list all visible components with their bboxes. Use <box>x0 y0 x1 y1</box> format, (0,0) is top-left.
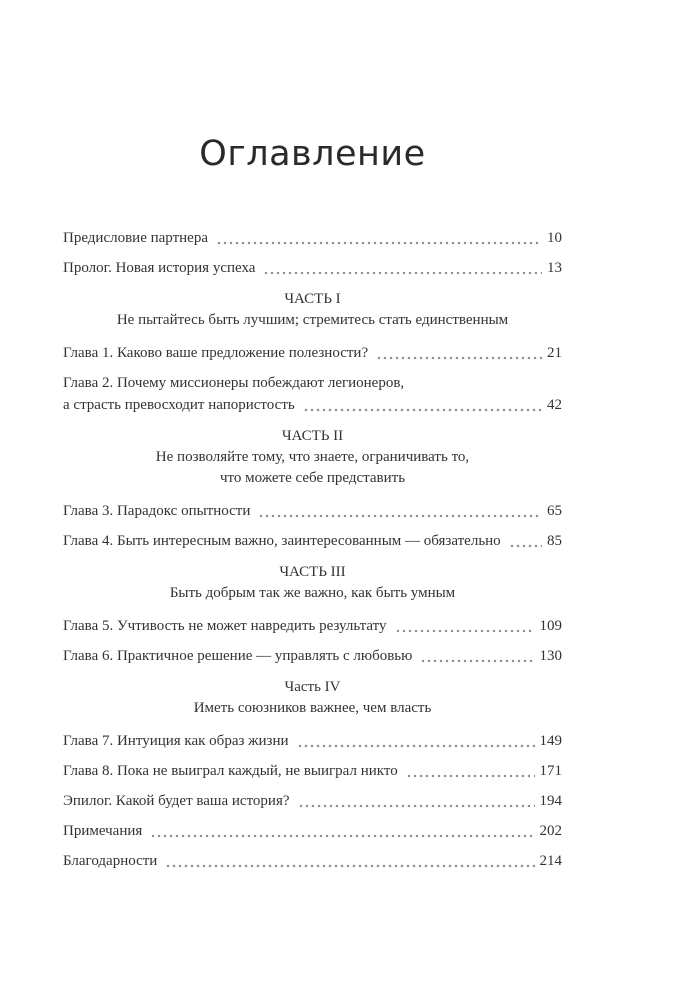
entry-label: Глава 8. Пока не выиграл каждый, не выиграл никто <box>63 763 398 779</box>
entry-page-number: 130 <box>539 648 562 664</box>
entry-label: Примечания <box>63 823 143 839</box>
entry-page-number: 85 <box>547 533 562 549</box>
toc-entry-line <box>63 230 562 247</box>
dot-leader <box>376 345 542 362</box>
toc-entry-line <box>63 763 562 780</box>
toc-part <box>63 290 562 331</box>
dot-leader <box>216 230 542 247</box>
dot-leader <box>297 733 535 750</box>
entry-label: а страсть превосходит напористость <box>63 397 295 413</box>
toc-part <box>63 427 562 489</box>
dot-leader <box>420 648 534 665</box>
entry-page-number: 214 <box>539 853 562 869</box>
entry-label: Благодарности <box>63 853 158 869</box>
toc-entry <box>63 823 562 840</box>
toc-entry <box>63 853 562 870</box>
entry-label: Глава 2. Почему миссионеры побеждают легионеров, <box>63 375 405 391</box>
toc-entry-line <box>63 793 562 810</box>
toc-entry-line <box>63 397 562 414</box>
dot-leader <box>298 793 535 810</box>
entry-label: Глава 3. Парадокс опытности <box>63 503 251 519</box>
toc-entry-line <box>63 618 562 635</box>
toc-entry-line <box>63 375 562 392</box>
part-heading: ЧАСТЬ I <box>284 291 341 307</box>
part-heading: ЧАСТЬ II <box>281 428 344 444</box>
toc-entry-line <box>63 503 562 520</box>
entry-label: Глава 1. Каково ваше предложение полезности? <box>63 345 369 361</box>
dot-leader <box>165 853 534 870</box>
part-heading: Часть IV <box>284 679 341 695</box>
toc-entry <box>63 260 562 277</box>
entry-page-number: 21 <box>547 345 562 361</box>
dot-leader <box>395 618 535 635</box>
toc-entry-line <box>63 823 562 840</box>
entry-page-number: 194 <box>539 793 562 809</box>
toc-entry <box>63 503 562 520</box>
toc-entry <box>63 733 562 750</box>
part-subtitle-line: Быть добрым так же важно, как быть умным <box>169 585 456 601</box>
entry-label: Предисловие партнера <box>63 230 208 246</box>
entry-page-number: 13 <box>547 260 562 276</box>
entry-label: Глава 5. Учтивость не может навредить результату <box>63 618 387 634</box>
dot-leader <box>263 260 542 277</box>
part-subtitle-line: Не пытайтесь быть лучшим; стремитесь стать единственным <box>116 312 509 328</box>
entry-label: Глава 7. Интуиция как образ жизни <box>63 733 289 749</box>
entry-page-number: 42 <box>547 397 562 413</box>
toc-entry-line <box>63 733 562 750</box>
toc-entry-line <box>63 648 562 665</box>
part-subtitle-line: что можете себе представить <box>219 470 406 486</box>
toc-entry <box>63 618 562 635</box>
entry-page-number: 65 <box>547 503 562 519</box>
toc-entry-line <box>63 260 562 277</box>
entry-page-number: 149 <box>539 733 562 749</box>
entry-page-number: 109 <box>539 618 562 634</box>
dot-leader <box>509 533 542 550</box>
toc-entry <box>63 230 562 247</box>
entry-page-number: 10 <box>547 230 562 246</box>
dot-leader <box>150 823 534 840</box>
toc-entry-line <box>63 533 562 550</box>
page-title: Оглавление <box>199 134 426 174</box>
toc-part <box>63 678 562 719</box>
entry-page-number: 202 <box>539 823 562 839</box>
part-subtitle-line: Не позволяйте тому, что знаете, ограничивать то, <box>155 449 470 465</box>
toc-entry <box>63 763 562 780</box>
toc-part <box>63 563 562 604</box>
toc-entry <box>63 648 562 665</box>
toc-entry <box>63 375 562 414</box>
toc-entry-line <box>63 853 562 870</box>
toc-entry <box>63 793 562 810</box>
entry-label: Глава 6. Практичное решение — управлять с любовью <box>63 648 413 664</box>
dot-leader <box>406 763 535 780</box>
dot-leader <box>258 503 542 520</box>
toc-entry <box>63 345 562 362</box>
part-heading: ЧАСТЬ III <box>279 564 346 580</box>
toc-entry-line <box>63 345 562 362</box>
part-subtitle-line: Иметь союзников важнее, чем власть <box>193 700 432 716</box>
toc-entry <box>63 533 562 550</box>
entry-label: Пролог. Новая история успеха <box>63 260 256 276</box>
entry-page-number: 171 <box>539 763 562 779</box>
toc-list <box>63 230 562 870</box>
dot-leader <box>303 397 542 414</box>
entry-label: Эпилог. Какой будет ваша история? <box>63 793 290 809</box>
entry-label: Глава 4. Быть интересным важно, заинтересованным — обязательно <box>63 533 501 549</box>
